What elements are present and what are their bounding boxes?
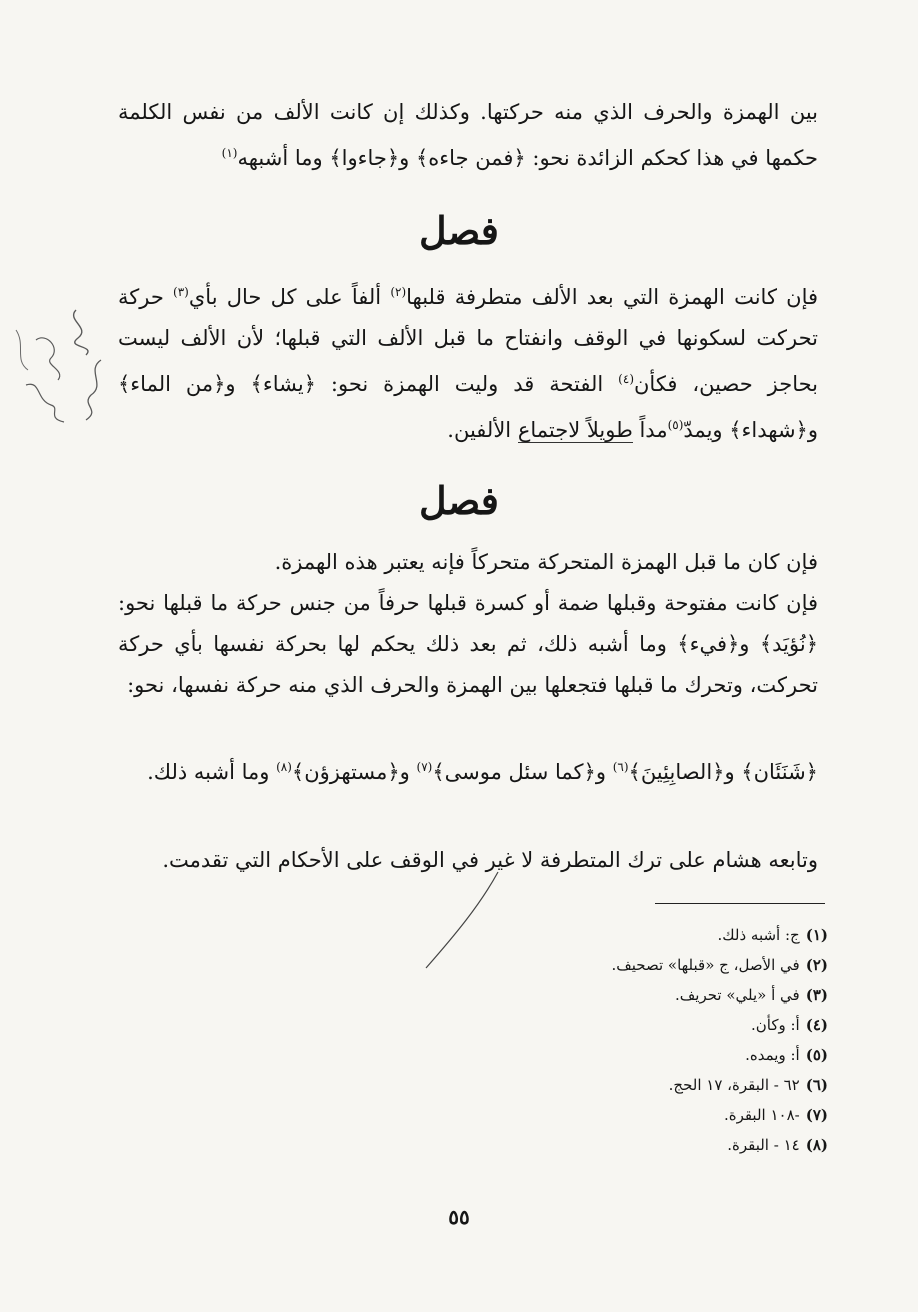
section-heading-1: فصل	[419, 208, 499, 253]
footnote-number: (٦)	[805, 1076, 828, 1094]
footnote-number: (٧)	[805, 1106, 828, 1124]
paragraph-2-text-c: حركة تحركت لسكونها في الوقف وانفتاح ما قبل الألف التي قبلها؛ لأن الألف ليست بحاجز حصين، فكأن	[118, 285, 819, 396]
paragraph-1-text: بين الهمزة والحرف الذي منه حركتها. وكذلك إن كانت الألف من نفس الكلمة حكمها في هذا كحكم الزائدة نحو: ﴿فمن جاءه﴾ و﴿جاءوا﴾ وما أشبهه	[118, 100, 818, 170]
footnote-text: ٦٢ - البقرة، ١٧ الحج.	[668, 1076, 800, 1094]
footnote-ref-7: (٧)	[416, 760, 433, 774]
footnote-ref-4: (٤)	[618, 372, 634, 386]
paragraph-2	[118, 272, 818, 451]
paragraph-1	[118, 92, 818, 179]
footnote-item	[430, 980, 828, 1010]
footnote-number: (٣)	[805, 986, 828, 1004]
pen-stroke-mark	[420, 870, 510, 970]
footnote-number: (٥)	[805, 1046, 828, 1064]
paragraph-5-text-c: و﴿مستهزؤن﴾	[291, 760, 417, 784]
section-heading-2: فصل	[419, 478, 499, 523]
paragraph-2-text-f: الألفين.	[447, 418, 518, 442]
paragraph-2-text-a: فإن كانت الهمزة التي بعد الألف متطرفة قلبها	[406, 285, 819, 309]
footnote-ref-3: (٣)	[173, 285, 189, 299]
paragraph-5-text-b: و﴿كما سئل موسى﴾	[432, 760, 613, 784]
footnote-item	[430, 1100, 828, 1130]
paragraph-2-text-d: الفتحة قد وليت الهمزة نحو: ﴿يشاء﴾ و﴿من الماء﴾ و﴿شهداء﴾ ويمدّ	[118, 372, 818, 442]
footnote-text: أ: ويمده.	[745, 1046, 800, 1064]
underlined-phrase: طويلاً لاجتماع	[517, 418, 633, 442]
footnote-ref-1: (١)	[221, 146, 238, 160]
footnote-text: في أ «يلي» تحريف.	[674, 986, 800, 1004]
footnote-number: (١)	[805, 926, 828, 944]
footnote-ref-2: (٢)	[390, 285, 407, 299]
footnote-number: (٨)	[805, 1136, 828, 1154]
footnote-number: (٢)	[805, 956, 828, 974]
page-number: ٥٥	[448, 1205, 470, 1229]
paragraph-5-text-a: ﴿شَنَئَان﴾ و﴿الصابِئِينَ﴾	[628, 760, 818, 784]
footnote-text: في الأصل، ج «قبلها» تصحيف.	[611, 956, 800, 974]
footnote-text: ج: أشبه ذلك.	[717, 926, 800, 944]
footnote-ref-6: (٦)	[612, 760, 629, 774]
footnote-separator	[655, 903, 825, 904]
footnote-ref-8: (٨)	[276, 760, 292, 774]
footnote-ref-5: (٥)	[667, 418, 684, 432]
paragraph-3: فإن كان ما قبل الهمزة المتحركة متحركاً فإنه يعتبر هذه الهمزة.	[274, 550, 818, 574]
footnote-text: ١٤ - البقرة.	[727, 1136, 800, 1154]
paragraph-2-text-b: ألفاً على كل حال بأي	[188, 285, 391, 309]
footnote-text: -١٠٨ البقرة.	[723, 1106, 800, 1124]
footnote-item	[430, 1010, 828, 1040]
paragraph-5-text-d: وما أشبه ذلك.	[147, 760, 277, 784]
handwritten-margin-note	[6, 300, 116, 430]
footnote-item	[430, 1130, 828, 1160]
paragraph-4: فإن كانت مفتوحة وقبلها ضمة أو كسرة قبلها حرفاً من جنس حركة ما قبلها نحو: ﴿نُؤيَد﴾ و﴿فيء﴾ وما أشبه ذلك، ثم بعد ذلك يحكم لها بحركة نفسها بأي حركة تحركت، وتحرك ما قبلها فتجعلها بين الهمزة والحرف الذي منه حركة نفسها، نحو:	[118, 591, 818, 697]
footnote-text: أ: وكأن.	[750, 1016, 800, 1034]
footnote-item	[430, 1070, 828, 1100]
paragraph-6: وتابعه هشام على ترك المتطرفة لا غير في الوقف على الأحكام التي تقدمت.	[162, 848, 818, 872]
paragraph-2-text-e: مداً	[632, 418, 668, 442]
paragraph-5	[118, 747, 818, 793]
footnote-item	[430, 1040, 828, 1070]
footnote-number: (٤)	[805, 1016, 828, 1034]
